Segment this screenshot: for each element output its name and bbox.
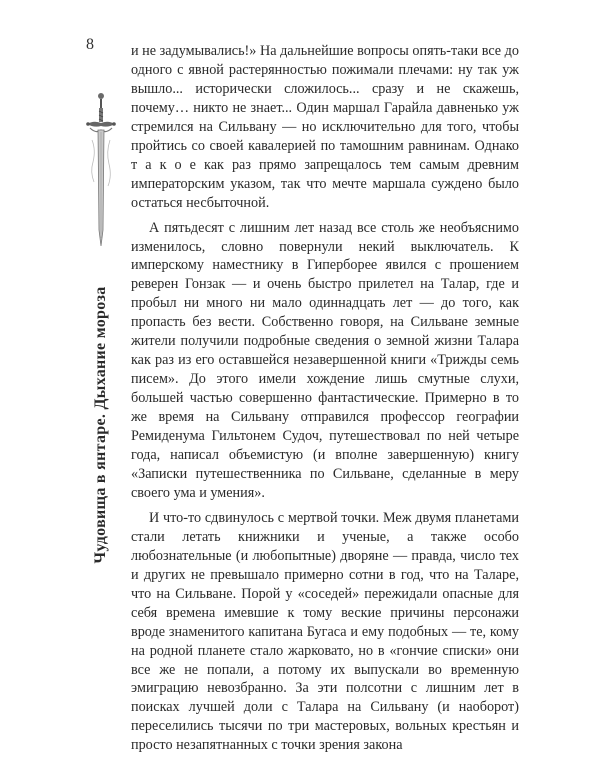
paragraph: И что-то сдвинулось с мертвой точки. Меж двумя планетами стали летать книжники и ученые, а также особо любознательные (и любопытные) дворяне — правда, число тех и других не превышало примерно сотни в год, что на Таларе, что на Сильване. Порой у «соседей» пережидали опасные для себя времена имевшие к тому веские причины персонажи вроде знаменитого капитана Бугаса и ему подобных — те, кому на родной планете стало жарковато, но в «гончие списки» они все же не попали, а потому их выпускали во временную эмиграцию невозбранно. За эти полсотни с лишним лет в поисках лучшей доли с Талара на Сильвану (и наоборот) переселились тысячи по три мастеровых, вольных крестьян и просто незапятнанных с точки зрения закона — [131, 509, 519, 754]
body-text — [131, 42, 519, 761]
paragraph: и не задумывались!» На дальнейшие вопросы опять-таки все до одного с явной растерянностью пожимали плечами: ну так уж вышло... исторически сложилось... сразу и не скажешь, почему… никто не знает... Один маршал Гарайла давненько уж стремился на Сильвану — но исключительно для того, чтобы пройтись со своей кавалерией по тамошним равнинам. Однако т а к о е как раз прямо запрещалось тем самым древним императорским указом, так что мечте маршала суждено было остаться несбыточной. — [131, 43, 519, 211]
running-title: Чудовища в янтаре. Дыхание мороза — [92, 286, 109, 564]
page-number: 8 — [86, 36, 94, 53]
sword-dagger-icon — [84, 90, 118, 250]
paragraph: А пятьдесят с лишним лет назад все столь же необъяснимо изменилось, словно повернули некий выключатель. К имперскому наместнику в Гиперборее явился с прошением реверен Гонзак — и очень быстро прилетел на Талар, где и пробыл ни много ни мало одиннадцать лет — до того, как пропасть без вести. Собственно говоря, на Сильване земные жители получили подробные сведения о земной жизни Талара как раз из его оставшейся незавершенной книги «Трижды семь писем». До этого имели хождение лишь смутные слухи, большей частью совершенно фантастические. Примерно в то же время на Сильвану отправился профессор географии Ремиденума Гильтонем Судоч, путешествовал по ней четыре года, написал объемистую (и вполне завершенную) книгу «Записки путешественника по Сильване, сделанные в меру своего ума и умения». — [131, 219, 519, 501]
